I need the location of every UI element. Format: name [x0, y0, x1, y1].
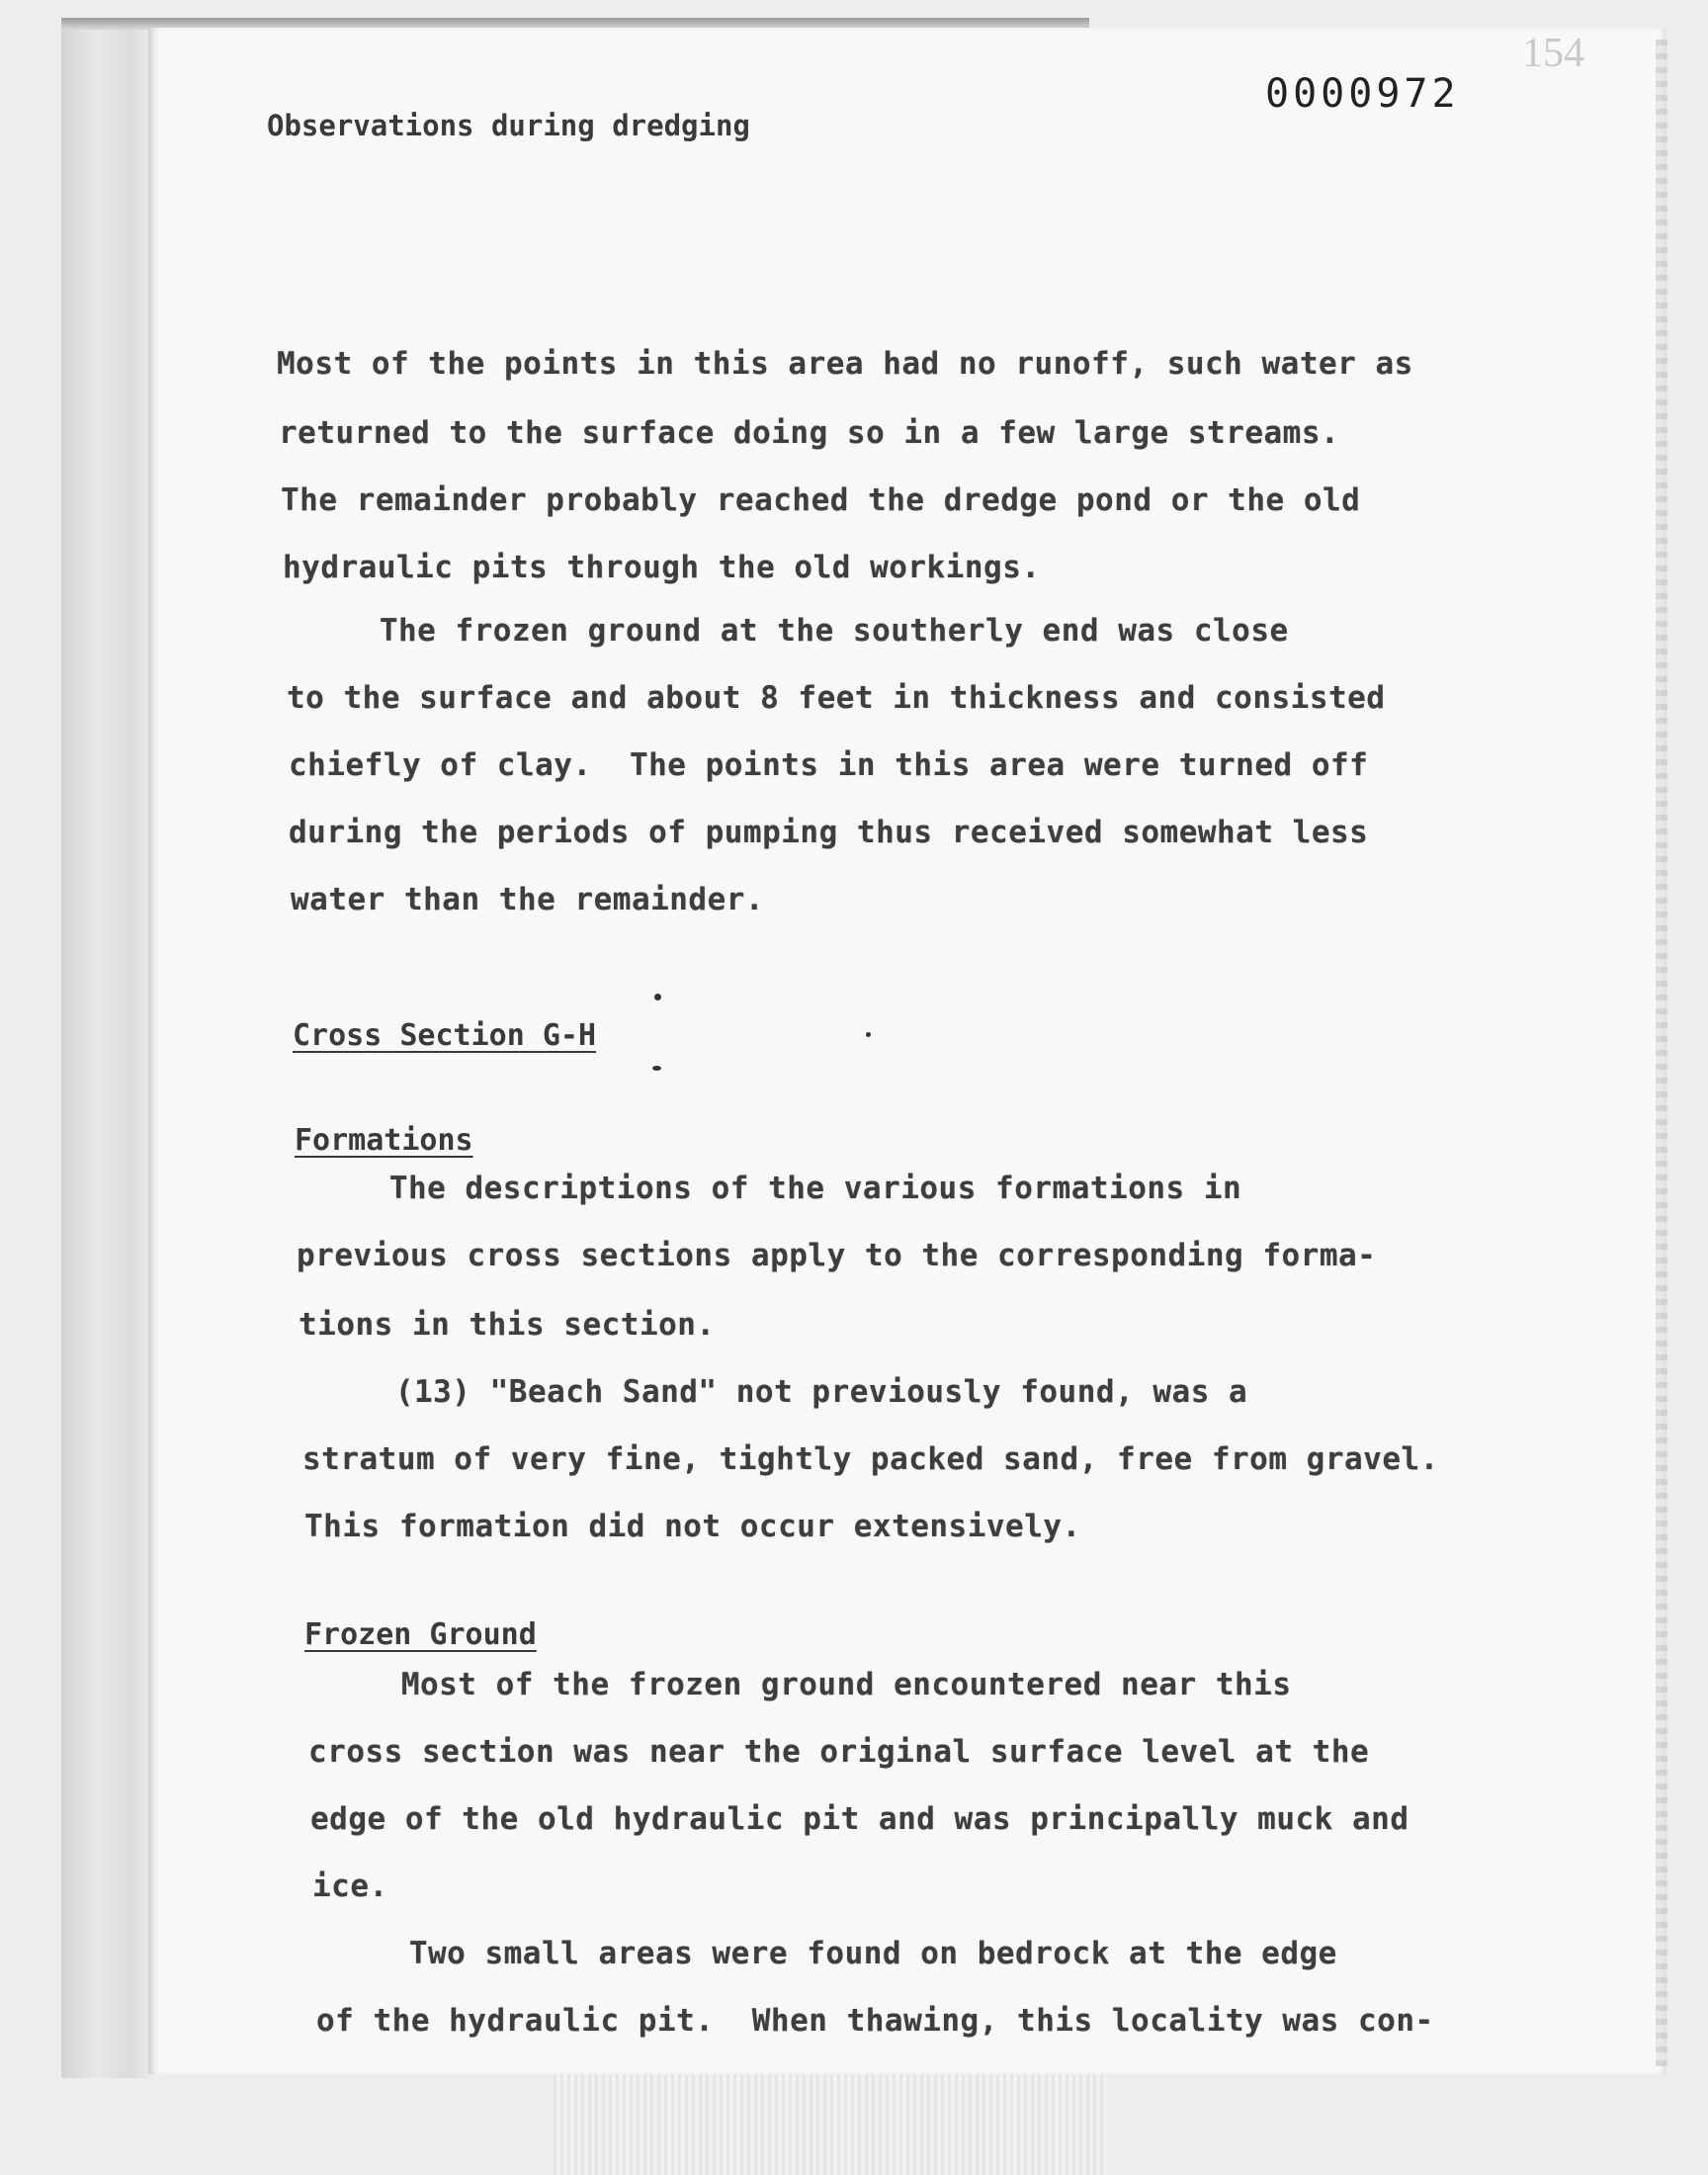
scan-artifact	[554, 2074, 1107, 2175]
paragraph-line: tions in this section.	[299, 1307, 716, 1343]
paragraph-line: edge of the old hydraulic pit and was principally muck and	[310, 1801, 1409, 1837]
paragraph-line: stratum of very fine, tightly packed sand, free from gravel.	[302, 1441, 1439, 1477]
page-title: Observations during dredging	[267, 109, 750, 142]
formations-heading: Formations	[295, 1123, 473, 1158]
paragraph-line: chiefly of clay. The points in this area were turned off	[289, 747, 1369, 783]
frozen-ground-heading: Frozen Ground	[304, 1617, 537, 1652]
paragraph-line: during the periods of pumping thus received somewhat less	[289, 815, 1369, 850]
paragraph-line: Two small areas were found on bedrock at the edge	[314, 1936, 1337, 1971]
page-number: 154	[1522, 31, 1584, 76]
paragraph-line: Most of the frozen ground encountered near this	[306, 1667, 1292, 1702]
paragraph-line: cross section was near the original surface level at the	[308, 1734, 1370, 1770]
paragraph-line: previous cross sections apply to the corresponding forma-	[297, 1238, 1377, 1273]
paragraph-line: The remainder probably reached the dredge pond or the old	[281, 482, 1361, 518]
page-right-edge	[1656, 40, 1667, 2066]
ink-speck	[866, 1032, 871, 1037]
paragraph-line: This formation did not occur extensively.	[304, 1509, 1081, 1544]
paragraph-line: The descriptions of the various formations in	[295, 1171, 1242, 1206]
page-left-edge	[61, 22, 160, 2078]
paragraph-line: ice.	[312, 1869, 388, 1904]
ink-speck	[652, 1066, 661, 1071]
paragraph-line: hydraulic pits through the old workings.	[283, 550, 1041, 585]
paragraph-line: of the hydraulic pit. When thawing, this locality was con-	[316, 2003, 1434, 2039]
document-number: 0000972	[1265, 71, 1460, 117]
paragraph-line: to the surface and about 8 feet in thickness and consisted	[287, 680, 1386, 716]
section-heading: Cross Section G-H	[293, 1018, 597, 1053]
paragraph-line: water than the remainder.	[291, 882, 765, 917]
paragraph-line: returned to the surface doing so in a few large streams.	[279, 415, 1340, 451]
paragraph-line: Most of the points in this area had no runoff, such water as	[277, 346, 1413, 382]
paragraph-line: (13) "Beach Sand" not previously found, was a	[300, 1374, 1248, 1410]
ink-speck	[654, 994, 661, 1000]
paragraph-line: The frozen ground at the southerly end was close	[285, 613, 1289, 649]
